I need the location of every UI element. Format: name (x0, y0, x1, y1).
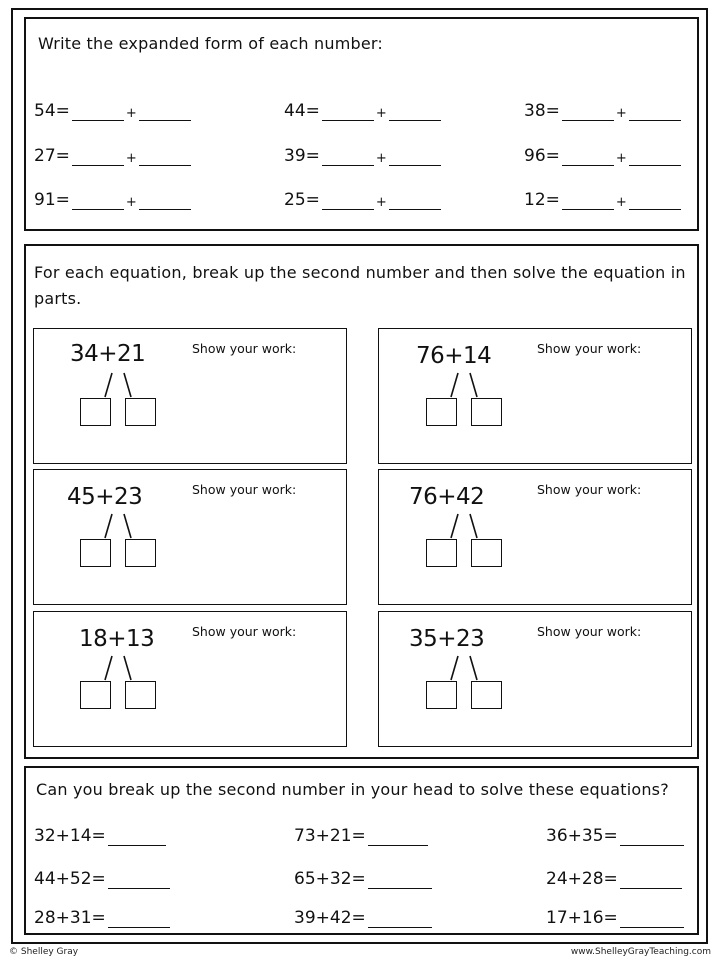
equation: 76+42 (409, 484, 485, 510)
answer-line[interactable] (368, 872, 432, 889)
answer-blank[interactable] (562, 193, 614, 210)
answer-blank[interactable] (322, 149, 374, 166)
answer-box[interactable] (471, 539, 502, 567)
answer-line[interactable] (368, 911, 432, 928)
equation: 34+21 (70, 341, 146, 367)
answer-box[interactable] (426, 539, 457, 567)
website-link[interactable]: www.ShelleyGrayTeaching.com (570, 947, 711, 957)
work-box[interactable] (33, 611, 347, 747)
mental-math-instruction: Can you break up the second number in your head to solve these equations? (36, 780, 669, 799)
branch-lines (442, 654, 502, 684)
equation: 35+23 (409, 626, 485, 652)
branch-lines (96, 654, 156, 684)
branch-lines (442, 371, 502, 401)
answer-box[interactable] (471, 681, 502, 709)
mental-math-item: 44+52= (34, 869, 170, 889)
show-work-label: Show your work: (192, 482, 297, 497)
branch-lines (442, 512, 502, 542)
answer-line[interactable] (108, 829, 166, 846)
answer-box[interactable] (125, 398, 156, 426)
answer-box[interactable] (426, 398, 457, 426)
work-box[interactable] (33, 469, 347, 605)
expanded-form-section (24, 17, 699, 231)
answer-blank[interactable] (72, 104, 124, 121)
answer-blank[interactable] (139, 193, 191, 210)
answer-blank[interactable] (322, 193, 374, 210)
answer-blank[interactable] (322, 104, 374, 121)
answer-blank[interactable] (389, 193, 441, 210)
answer-blank[interactable] (389, 149, 441, 166)
mental-math-item: 28+31= (34, 908, 170, 928)
mental-math-item: 36+35= (546, 826, 684, 846)
work-box[interactable] (33, 328, 347, 464)
work-box[interactable] (378, 611, 692, 747)
mental-math-item: 24+28= (546, 869, 682, 889)
expanded-item: 25= + (284, 190, 443, 210)
answer-blank[interactable] (139, 104, 191, 121)
break-apart-instruction: For each equation, break up the second number and then solve the equation in parts. (34, 263, 686, 308)
expanded-item: 96= + (524, 146, 683, 166)
work-box[interactable] (378, 469, 692, 605)
equation: 76+14 (416, 343, 492, 369)
answer-blank[interactable] (629, 104, 681, 121)
answer-line[interactable] (620, 872, 682, 889)
expanded-item: 91= + (34, 190, 193, 210)
expanded-item: 54= + (34, 101, 193, 121)
answer-blank[interactable] (72, 193, 124, 210)
answer-blank[interactable] (629, 193, 681, 210)
answer-line[interactable] (620, 911, 684, 928)
show-work-label: Show your work: (192, 624, 297, 639)
expanded-item: 38= + (524, 101, 683, 121)
expanded-item: 39= + (284, 146, 443, 166)
answer-blank[interactable] (389, 104, 441, 121)
answer-blank[interactable] (562, 149, 614, 166)
mental-math-item: 73+21= (294, 826, 428, 846)
mental-math-item: 39+42= (294, 908, 432, 928)
expanded-item: 12= + (524, 190, 683, 210)
work-box[interactable] (378, 328, 692, 464)
answer-line[interactable] (108, 872, 170, 889)
show-work-label: Show your work: (192, 341, 297, 356)
expanded-item: 44= + (284, 101, 443, 121)
show-work-label: Show your work: (537, 482, 642, 497)
mental-math-section (24, 766, 699, 935)
mental-math-item: 65+32= (294, 869, 432, 889)
answer-blank[interactable] (562, 104, 614, 121)
mental-math-item: 32+14= (34, 826, 166, 846)
answer-line[interactable] (368, 829, 428, 846)
show-work-label: Show your work: (537, 624, 642, 639)
answer-line[interactable] (108, 911, 170, 928)
answer-line[interactable] (620, 829, 684, 846)
copyright-text: © Shelley Gray (9, 947, 79, 957)
answer-blank[interactable] (139, 149, 191, 166)
break-apart-section (24, 244, 699, 759)
expanded-item: 27= + (34, 146, 193, 166)
mental-math-item: 17+16= (546, 908, 684, 928)
answer-blank[interactable] (629, 149, 681, 166)
equation: 45+23 (67, 484, 143, 510)
branch-lines (96, 371, 156, 401)
answer-box[interactable] (471, 398, 502, 426)
answer-box[interactable] (80, 681, 111, 709)
answer-box[interactable] (125, 539, 156, 567)
answer-box[interactable] (426, 681, 457, 709)
answer-box[interactable] (125, 681, 156, 709)
branch-lines (96, 512, 156, 542)
show-work-label: Show your work: (537, 341, 642, 356)
answer-blank[interactable] (72, 149, 124, 166)
answer-box[interactable] (80, 539, 111, 567)
equation: 18+13 (79, 626, 155, 652)
expanded-form-instruction: Write the expanded form of each number: (38, 34, 383, 53)
answer-box[interactable] (80, 398, 111, 426)
